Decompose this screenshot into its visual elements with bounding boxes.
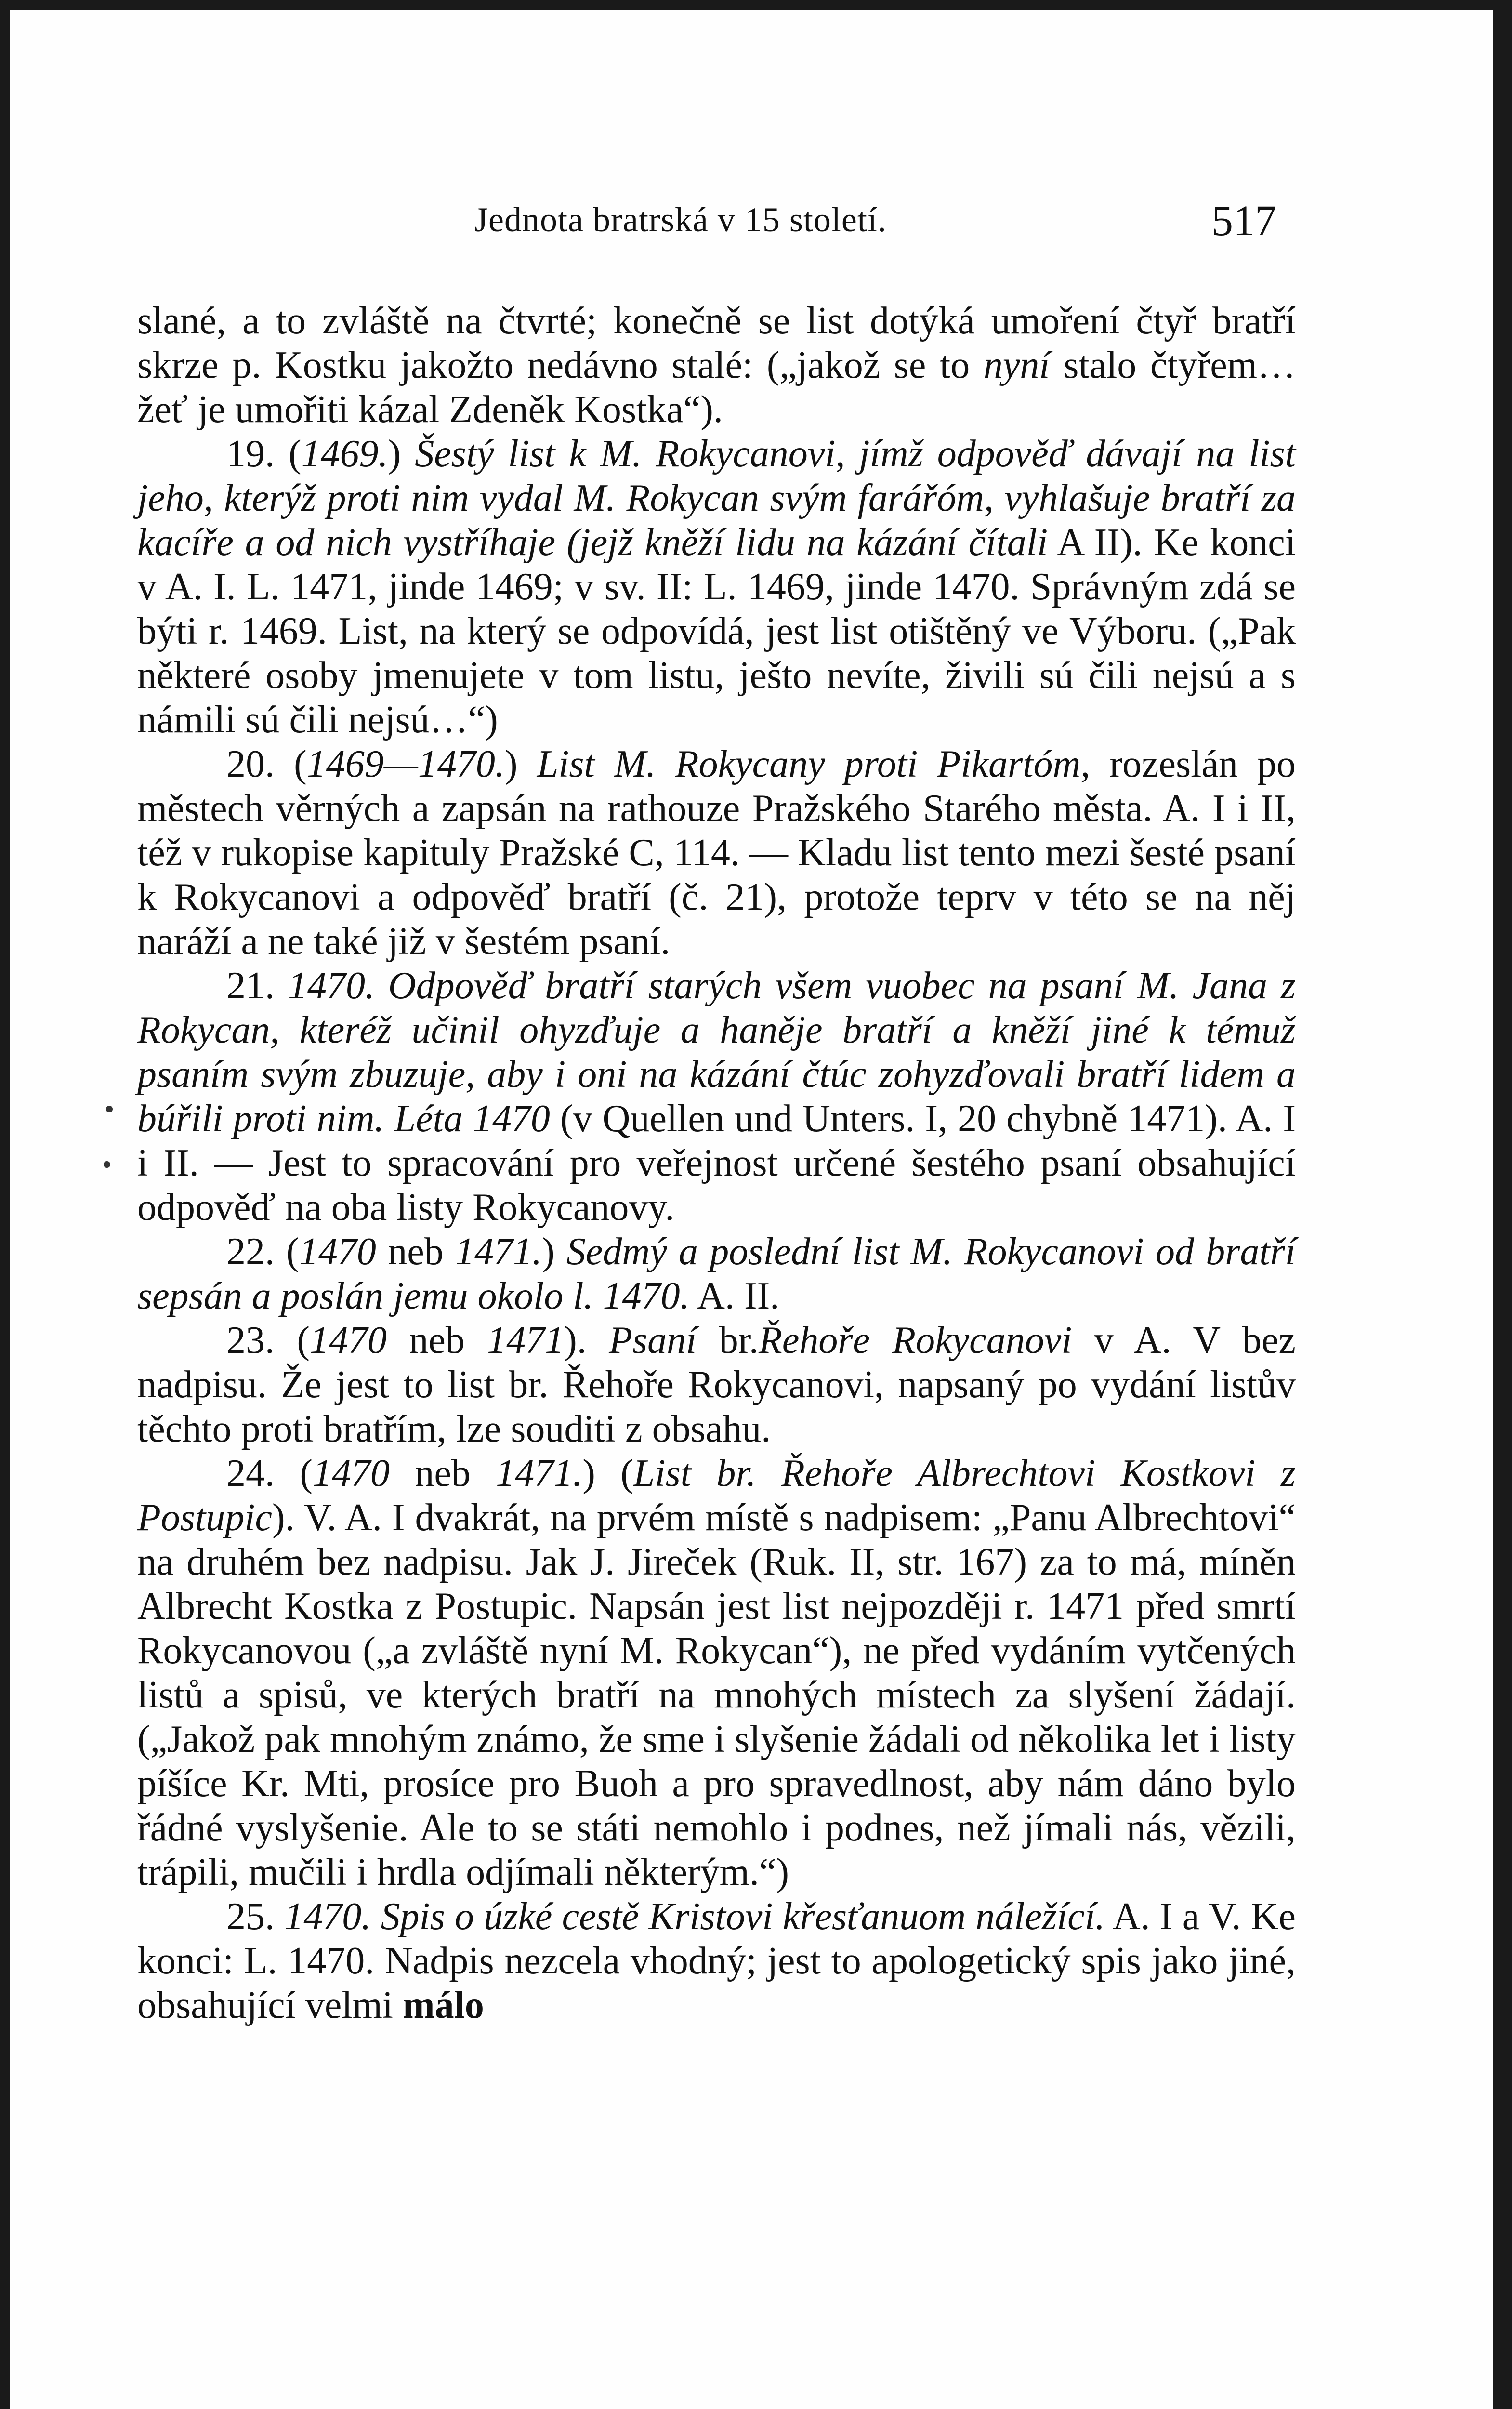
- margin-speck: [106, 1106, 113, 1112]
- entry-description: rozeslán po městech věrných a zapsán na rathouze Pražského Starého města. A. I i II, též v rukopise kapituly Pražské C, 114. — Kladu list tento mezi šesté psaní k Rokycanovi a odpověď bratří (č. 21), protože teprv v této se na něj naráží a ne také již v šestém psaní.: [137, 743, 1296, 963]
- intro-paragraph: [137, 299, 1296, 432]
- margin-speck: [104, 1161, 110, 1168]
- entry-number: 21.: [226, 965, 288, 1007]
- body-text: [137, 299, 1296, 2027]
- entry-sep: neb: [386, 1319, 487, 1362]
- entry-date-alt: 1471.: [455, 1231, 542, 1273]
- entry-number: 25.: [226, 1895, 285, 1938]
- entry-date-alt: 1471.: [496, 1452, 583, 1495]
- book-page: [10, 10, 1493, 2409]
- entry-title: Odpověď bratří starých všem vuobec na psaní M. Jana z Rokycan, kteréž učinil ohyzďuje a haněje bratří a kněží jiné k témuž psaním svým zbuzuje, aby i oni na kázání čtúc zohyzďovali bratří lidem a búřili proti nim. Léta 1470: [137, 965, 1296, 1140]
- entry-date: 1470.: [288, 965, 375, 1007]
- entry-sep-2: ) (: [582, 1452, 633, 1495]
- entry-number: 19. (: [226, 433, 302, 475]
- entry-date: 1470: [299, 1231, 376, 1273]
- entry-title: List br. Řehoře Albrechtovi Kostkovi z Postupic: [137, 1452, 1296, 1539]
- entry-23: [137, 1318, 1296, 1451]
- entry-number: 22. (: [226, 1231, 299, 1273]
- entry-sep: [375, 965, 388, 1007]
- entry-date: 1470.: [284, 1895, 371, 1938]
- entry-24: [137, 1451, 1296, 1894]
- entry-description: A. I a V. Ke konci: L. 1470. Nadpis nezcela vhodný; jest to apologetický spis jako jiné, obsahující velmi: [137, 1895, 1296, 2026]
- entry-number: 23. (: [226, 1319, 310, 1362]
- entry-title: Sedmý a poslední list M. Rokycanovi od bratří sepsán a poslán jemu okolo l. 1470.: [137, 1231, 1296, 1317]
- entry-sep: ): [504, 743, 537, 785]
- intro-text-a: slané, a to zvláště na čtvrté; konečně se list dotýká umoření čtyř bratří skrze p. Kostku jakožto nedávno stalé: („jakož se to: [137, 300, 1296, 386]
- entry-description: (v Quellen und Unters. I, 20 chybně 1471). A. I i II. — Jest to spracování pro veřejnost určené šestého psaní obsahující odpověď na oba listy Rokycanovy.: [137, 1098, 1296, 1229]
- entry-last-word: málo: [403, 1984, 484, 2026]
- entry-abbrev: br.: [697, 1319, 759, 1362]
- entry-number: 24. (: [226, 1452, 313, 1495]
- intro-text-italic: nyní: [983, 344, 1050, 386]
- entry-sep-2: ).: [564, 1319, 609, 1362]
- entry-sep: neb: [390, 1452, 496, 1495]
- entry-title: List M. Rokycany proti Pikartóm,: [537, 743, 1091, 785]
- intro-text-b: stalo čtyřem… žeť je umořiti kázal Zdeněk Kostka“).: [137, 344, 1296, 431]
- entry-description: A II). Ke konci v A. I. L. 1471, jinde 1469; v sv. II: L. 1469, jinde 1470. Správným zdá se býti r. 1469. List, na který se odpovídá, jest list otištěný ve Výboru. („Pak některé osoby jmenujete v tom listu, ješto nevíte, živili sú čili nejsú a s námili sú čili nejsú…“): [137, 521, 1296, 741]
- entry-description: v A. V bez nadpisu. Že jest to list br. Řehoře Rokycanovi, napsaný po vydání listův těchto proti bratřím, lze souditi z obsahu.: [137, 1319, 1296, 1450]
- entry-title: Psaní: [609, 1319, 697, 1362]
- page-number: 517: [1211, 197, 1276, 245]
- entry-description: A. II.: [689, 1275, 780, 1317]
- entry-number: 20. (: [226, 743, 307, 785]
- entry-title-2: Řehoře Rokycanovi: [758, 1319, 1072, 1362]
- entry-title: Spis o úzké cestě Kristovi křesťanuom náležící.: [381, 1895, 1105, 1938]
- entry-19: [137, 432, 1296, 742]
- entry-sep-2: ): [541, 1231, 566, 1273]
- entry-20: [137, 742, 1296, 964]
- entry-22: [137, 1230, 1296, 1318]
- entry-title: Šestý list k M. Rokycanovi, jímž odpověď dávají na list jeho, kterýž proti nim vydal M. Rokycan svým farářóm, vyhlašuje bratří za kacíře a od nich vystříhaje (jejž kněží lidu na kázání čítali: [137, 433, 1296, 564]
- running-title: Jednota bratrská v 15 století.: [474, 200, 887, 239]
- page-header: [10, 197, 1493, 263]
- entry-date: 1469.: [301, 433, 388, 475]
- entry-date: 1470: [313, 1452, 390, 1495]
- entry-date: 1469—1470.: [306, 743, 505, 785]
- entry-sep: ): [388, 433, 415, 475]
- entry-sep: [371, 1895, 381, 1938]
- entry-description: ). V. A. I dvakrát, na prvém místě s nadpisem: „Panu Albrechtovi“ na druhém bez nadpisu. Jak J. Jireček (Ruk. II, str. 167) za to má, míněn Albrecht Kostka z Postupic. Napsán jest list nejpozději r. 1471 před smrtí Rokycanovou („a zvláště nyní M. Rokycan“), ne před vydáním vytčených listů a spisů, ve kterých bratří na mnohých místech za slyšení žádají. („Jakož pak mnohým známo, že sme i slyšenie žádali od několika let i listy píšíce Kr. Mti, prosíce pro Buoh a pro spravedlnost, aby nám dáno bylo řádné vyslyšenie. Ale to se státi nemohlo i podnes, než jímali nás, vězili, trápili, mučili i hrdla odjímali některým.“): [137, 1496, 1296, 1893]
- entry-sep: neb: [376, 1231, 455, 1273]
- entry-25: [137, 1894, 1296, 2027]
- entry-date-alt: 1471: [487, 1319, 565, 1362]
- entry-21: [137, 964, 1296, 1230]
- entry-date: 1470: [309, 1319, 387, 1362]
